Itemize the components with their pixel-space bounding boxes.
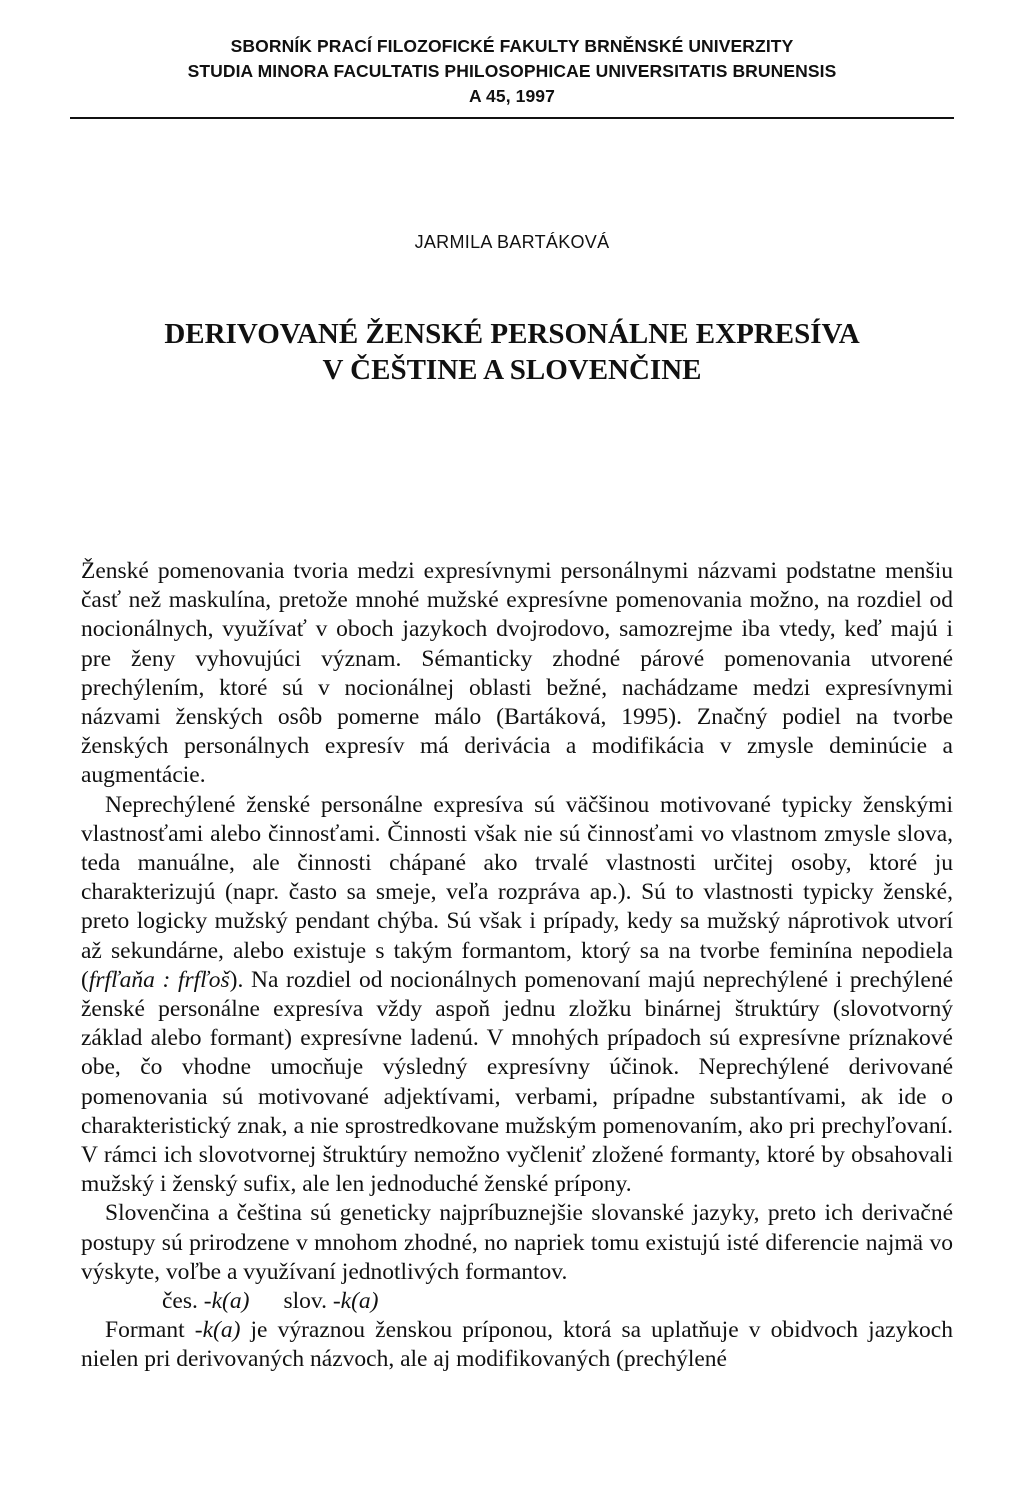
title-line-1: DERIVOVANÉ ŽENSKÉ PERSONÁLNE EXPRESÍVA [164, 318, 860, 350]
formant-czech: -k(a) [203, 1288, 250, 1315]
header-line-czech: SBORNÍK PRACÍ FILOZOFICKÉ FAKULTY BRNĚNSKÉ UNIVERZITY [230, 36, 794, 56]
paragraph-2-text-a: Neprechýlené ženské personálne expresíva sú väčšinou motivované typicky ženskými vlastnosťami alebo činnosťami. Činnosti však nie sú činnosťami vo vlastnom zmysle slova, teda manuálne, ale činnosti chápané ako trvalé vlastnosti určitej osoby, ktoré ju charakterizujú (napr. často sa smeje, veľa rozpráva ap.). Sú to vlastnosti typicky ženské, preto logicky mužský pendant chýba. Sú však i prípady, kedy sa mužský náprotivok utvorí až sekundárne, alebo existuje s takým formantom, ktorý sa na tvorbe feminína nepodiela ( [81, 791, 953, 993]
header-volume-year: A 45, 1997 [469, 86, 555, 106]
formant-slovak: -k(a) [332, 1288, 379, 1315]
header-divider [70, 117, 954, 119]
paragraph-2 [81, 791, 953, 1200]
formant-slovak-label: slov. [283, 1288, 327, 1315]
paragraph-4-text-a: Formant [105, 1317, 195, 1344]
paragraph-3: Slovenčina a čeština sú geneticky najpríbuznejšie slovanské jazyky, preto ich derivačné postupy sú prirodzene v mnohom zhodné, no napriek tomu existujú isté diferencie najmä vo výskyte, voľbe a využívaní jednotlivých formantov. [81, 1200, 953, 1285]
article-title [70, 316, 954, 388]
header-line-latin: STUDIA MINORA FACULTATIS PHILOSOPHICAE UNIVERSITATIS BRUNENSIS [187, 61, 837, 81]
paragraph-2-example: frfľaňa : frfľoš [88, 966, 230, 993]
formant-comparison [81, 1287, 953, 1316]
author-name: JARMILA BARTÁKOVÁ [414, 232, 610, 252]
title-line-2: V ČEŠTINE A SLOVENČINE [322, 354, 702, 386]
formant-czech-label: čes. [162, 1288, 198, 1315]
paragraph-4 [81, 1316, 953, 1374]
journal-header [70, 34, 954, 109]
paragraph-4-formant: -k(a) [194, 1317, 241, 1344]
paragraph-2-text-b: ). Na rozdiel od nocionálnych pomenovaní majú neprechýlené i prechýlené ženské personálne expresíva vždy aspoň jednu zložku binárnej štruktúry (slovotvorný základ alebo formant) expresívne ladenú. V mnohých prípadoch sú expresívne príznakové obe, čo vhodne umocňuje výsledný expresívny účinok. Neprechýlené derivované pomenovania sú motivované adjektívami, verbami, prípadne substantívami, ak ide o charakteristický znak, a nie sprostredkovane mužským pomenovaním, ako pri prechyľovaní. V rámci ich slovotvornej štruktúry nemožno vyčleniť zložené formanty, ktoré by obsahovali mužský i ženský sufix, ale len jednoduché ženské prípony. [81, 966, 953, 1198]
paragraph-4-text-b: je výraznou ženskou príponou, ktorá sa uplatňuje v obidvoch jazykoch nielen pri derivovaných názvoch, ale aj modifikovaných (prechýlené [81, 1317, 953, 1373]
article-body [81, 557, 953, 1375]
paragraph-1: Ženské pomenovania tvoria medzi expresívnymi personálnymi názvami podstatne menšiu časť než maskulína, pretože mnohé mužské expresívne pomenovania možno, na rozdiel od nocionálnych, využívať v oboch jazykoch dvojrodovo, samozrejme iba vtedy, keď majú i pre ženy vyhovujúci význam. Sémanticky zhodné párové pomenovania utvorené prechýlením, ktoré sú v nocionálnej oblasti bežné, nachádzame medzi expresívnymi názvami ženských osôb pomerne málo (Bartáková, 1995). Značný podiel na tvorbe ženských personálnych expresív má derivácia a modifikácia v zmysle deminúcie a augmentácie. [81, 558, 953, 789]
